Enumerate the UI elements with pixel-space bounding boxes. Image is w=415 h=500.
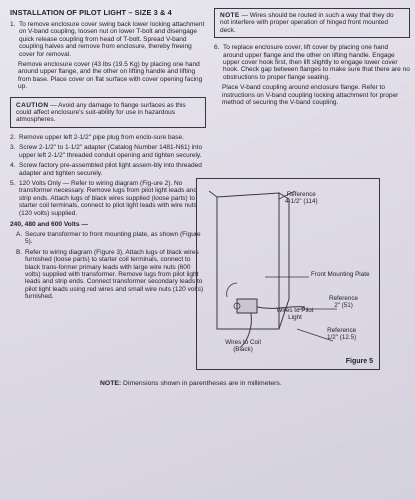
figure-title: Figure 5 bbox=[345, 358, 373, 365]
step-1: 1. To remove enclosure cover swing back lower locking attachment on V-band coupling, loosen nut on lower T-bolt and disengage quick release coupling from head of T-bolt. Spread V-band coupling halves and remove from enclosure, thereby freeing cover for removal. bbox=[10, 21, 205, 58]
step-6: 6. To replace enclosure cover, lift cover by placing one hand around upper flange and the other on lifting handle. Engage upper cover hook first, then lift slightly to engage lower cover hook. Check gap between flanges to make sure that there are no obstructions to proper flange seating. bbox=[214, 44, 410, 81]
step-5: 5. 120 Volts Only — Refer to wiring diagram (Fig-ure 2). No transformer necessary. Remove lugs from pilot light leads and strip ends. Attach lugs of black wires supplied (loose parts) to starter coil terminals, connect to pilot light leads with wire nuts (120 volts) supplied. bbox=[10, 180, 206, 217]
reference-label-2 bbox=[329, 295, 358, 309]
step-1-continued: Remove enclosure cover (43 lbs (19.5 Kg) by placing one hand around upper flange, and the other on lifting handle and lifting from base. Place cover on flat surface with cover opening facing up. bbox=[18, 61, 203, 91]
step-5-text: 120 Volts Only — Refer to wiring diagram (Fig-ure 2). No transformer necessary. Remove lugs from pilot light leads and strip ends. Attach lugs of black wires supplied (loose parts) to starter coil terminals, connect to pilot light leads with wire nuts (120 volts) supplied. bbox=[19, 179, 197, 217]
step-4-text: Screw factory pre-assembled pilot light assem-bly into threaded adapter and tighten securely. bbox=[19, 162, 202, 177]
reference-2-dim: 2" (51) bbox=[334, 302, 353, 309]
reference-label-3 bbox=[327, 327, 356, 341]
reference-1-text: Reference bbox=[286, 191, 316, 198]
note-label: NOTE bbox=[220, 12, 240, 19]
step-a-text: Secure transformer to front mounting plate, as shown (Figure 5). bbox=[25, 230, 201, 246]
wires-coil-label: Wires to Coil (Black) bbox=[225, 339, 261, 353]
step-3: 3. Screw 2-1/2" to 1-1/2" adapter (Catalog Number 1481-N61) into upper left 2-1/2" threaded conduit opening and tighten securely. bbox=[10, 144, 206, 159]
caution-text: — Avoid any damage to flange surfaces as this could affect enclosure's suit-ability for use in hazardous atmospheres. bbox=[16, 101, 186, 124]
bottom-note-label: NOTE: bbox=[100, 380, 122, 387]
front-plate-label: Front Mounting Plate bbox=[311, 271, 370, 278]
step-2: 2. Remove upper left 2-1/2" pipe plug from enclo-sure base. bbox=[10, 134, 206, 141]
wires-pilot-label: Wires to Pilot Light bbox=[276, 307, 314, 321]
step-6-text: To replace enclosure cover, lift cover by placing one hand around upper flange and the other on lifting handle. Engage upper cover hook first, then lift slightly to engage lower cover hook. Check gap between flanges to make sure that there are no obstructions to proper flange seating. bbox=[223, 44, 410, 81]
reference-3-dim: 1/2" (12.5) bbox=[327, 334, 357, 341]
right-column bbox=[214, 8, 410, 109]
reference-2-text: Reference bbox=[329, 295, 359, 302]
caution-box bbox=[10, 97, 206, 128]
reference-3-text: Reference bbox=[327, 327, 357, 334]
step-4: 4. Screw factory pre-assembled pilot light assem-bly into threaded adapter and tighten securely. bbox=[10, 162, 206, 177]
step-2-text: Remove upper left 2-1/2" pipe plug from enclo-sure base. bbox=[19, 133, 184, 141]
plate-hinge-line bbox=[209, 191, 217, 197]
step-b-text: Refer to wiring diagram (Figure 3). Attach lugs of black wires furnished (loose parts) to starter coil terminals, connect to black trans-former primary leads with large wire nuts (600 volts) supplied with transformer. Remove lugs from pilot light leads and strip ends. Connect transformer secondary leads to pilot light leads using red wires and small wire nuts (120 volts) furnished. bbox=[25, 248, 204, 301]
wire-loop bbox=[227, 283, 237, 297]
figure-5 bbox=[196, 178, 380, 370]
volts-heading: 240, 480 and 600 Volts — bbox=[10, 220, 88, 228]
step-6-continued: Place V-band coupling around enclosure flange. Refer to instructions on V-band coupling locking attachment for proper method of securing the V-band coupling. bbox=[222, 84, 399, 107]
step-1-text: To remove enclosure cover swing back lower locking attachment on V-band coupling, loosen nut on lower T-bolt and disengage quick release coupling from head of T-bolt. Spread V-band coupling halves and remove from enclosure, thereby freeing cover for removal. bbox=[19, 21, 205, 58]
reference-label-1 bbox=[285, 191, 318, 205]
section-heading: INSTALLATION OF PILOT LIGHT – SIZE 3 & 4 bbox=[10, 8, 172, 17]
note-box bbox=[214, 8, 410, 38]
reference-1-dim: 4-1/2" (114) bbox=[285, 198, 318, 205]
step-a: A. Secure transformer to front mounting plate, as shown (Figure 5). bbox=[10, 231, 206, 246]
step-3-text: Screw 2-1/2" to 1-1/2" adapter (Catalog Number 1481-N61) into upper left 2-1/2" threaded conduit opening and tighten securely. bbox=[19, 144, 203, 159]
bottom-note bbox=[100, 380, 282, 387]
bottom-note-text: Dimensions shown in parentheses are in millimeters. bbox=[123, 380, 282, 387]
note-text: — Wires should be routed in such a way that they do not interfere with proper operation of hinged front mounted deck. bbox=[220, 12, 394, 34]
step-b: B. Refer to wiring diagram (Figure 3). Attach lugs of black wires furnished (loose parts) to starter coil terminals, connect to black trans-former primary leads with large wire nuts (600 volts) supplied with transformer. Remove lugs from pilot light leads and strip ends. Connect transformer secondary leads to pilot light leads using red wires and small wire nuts (120 volts) furnished. bbox=[10, 249, 206, 301]
left-column bbox=[10, 8, 206, 304]
caution-label: CAUTION bbox=[16, 101, 49, 109]
